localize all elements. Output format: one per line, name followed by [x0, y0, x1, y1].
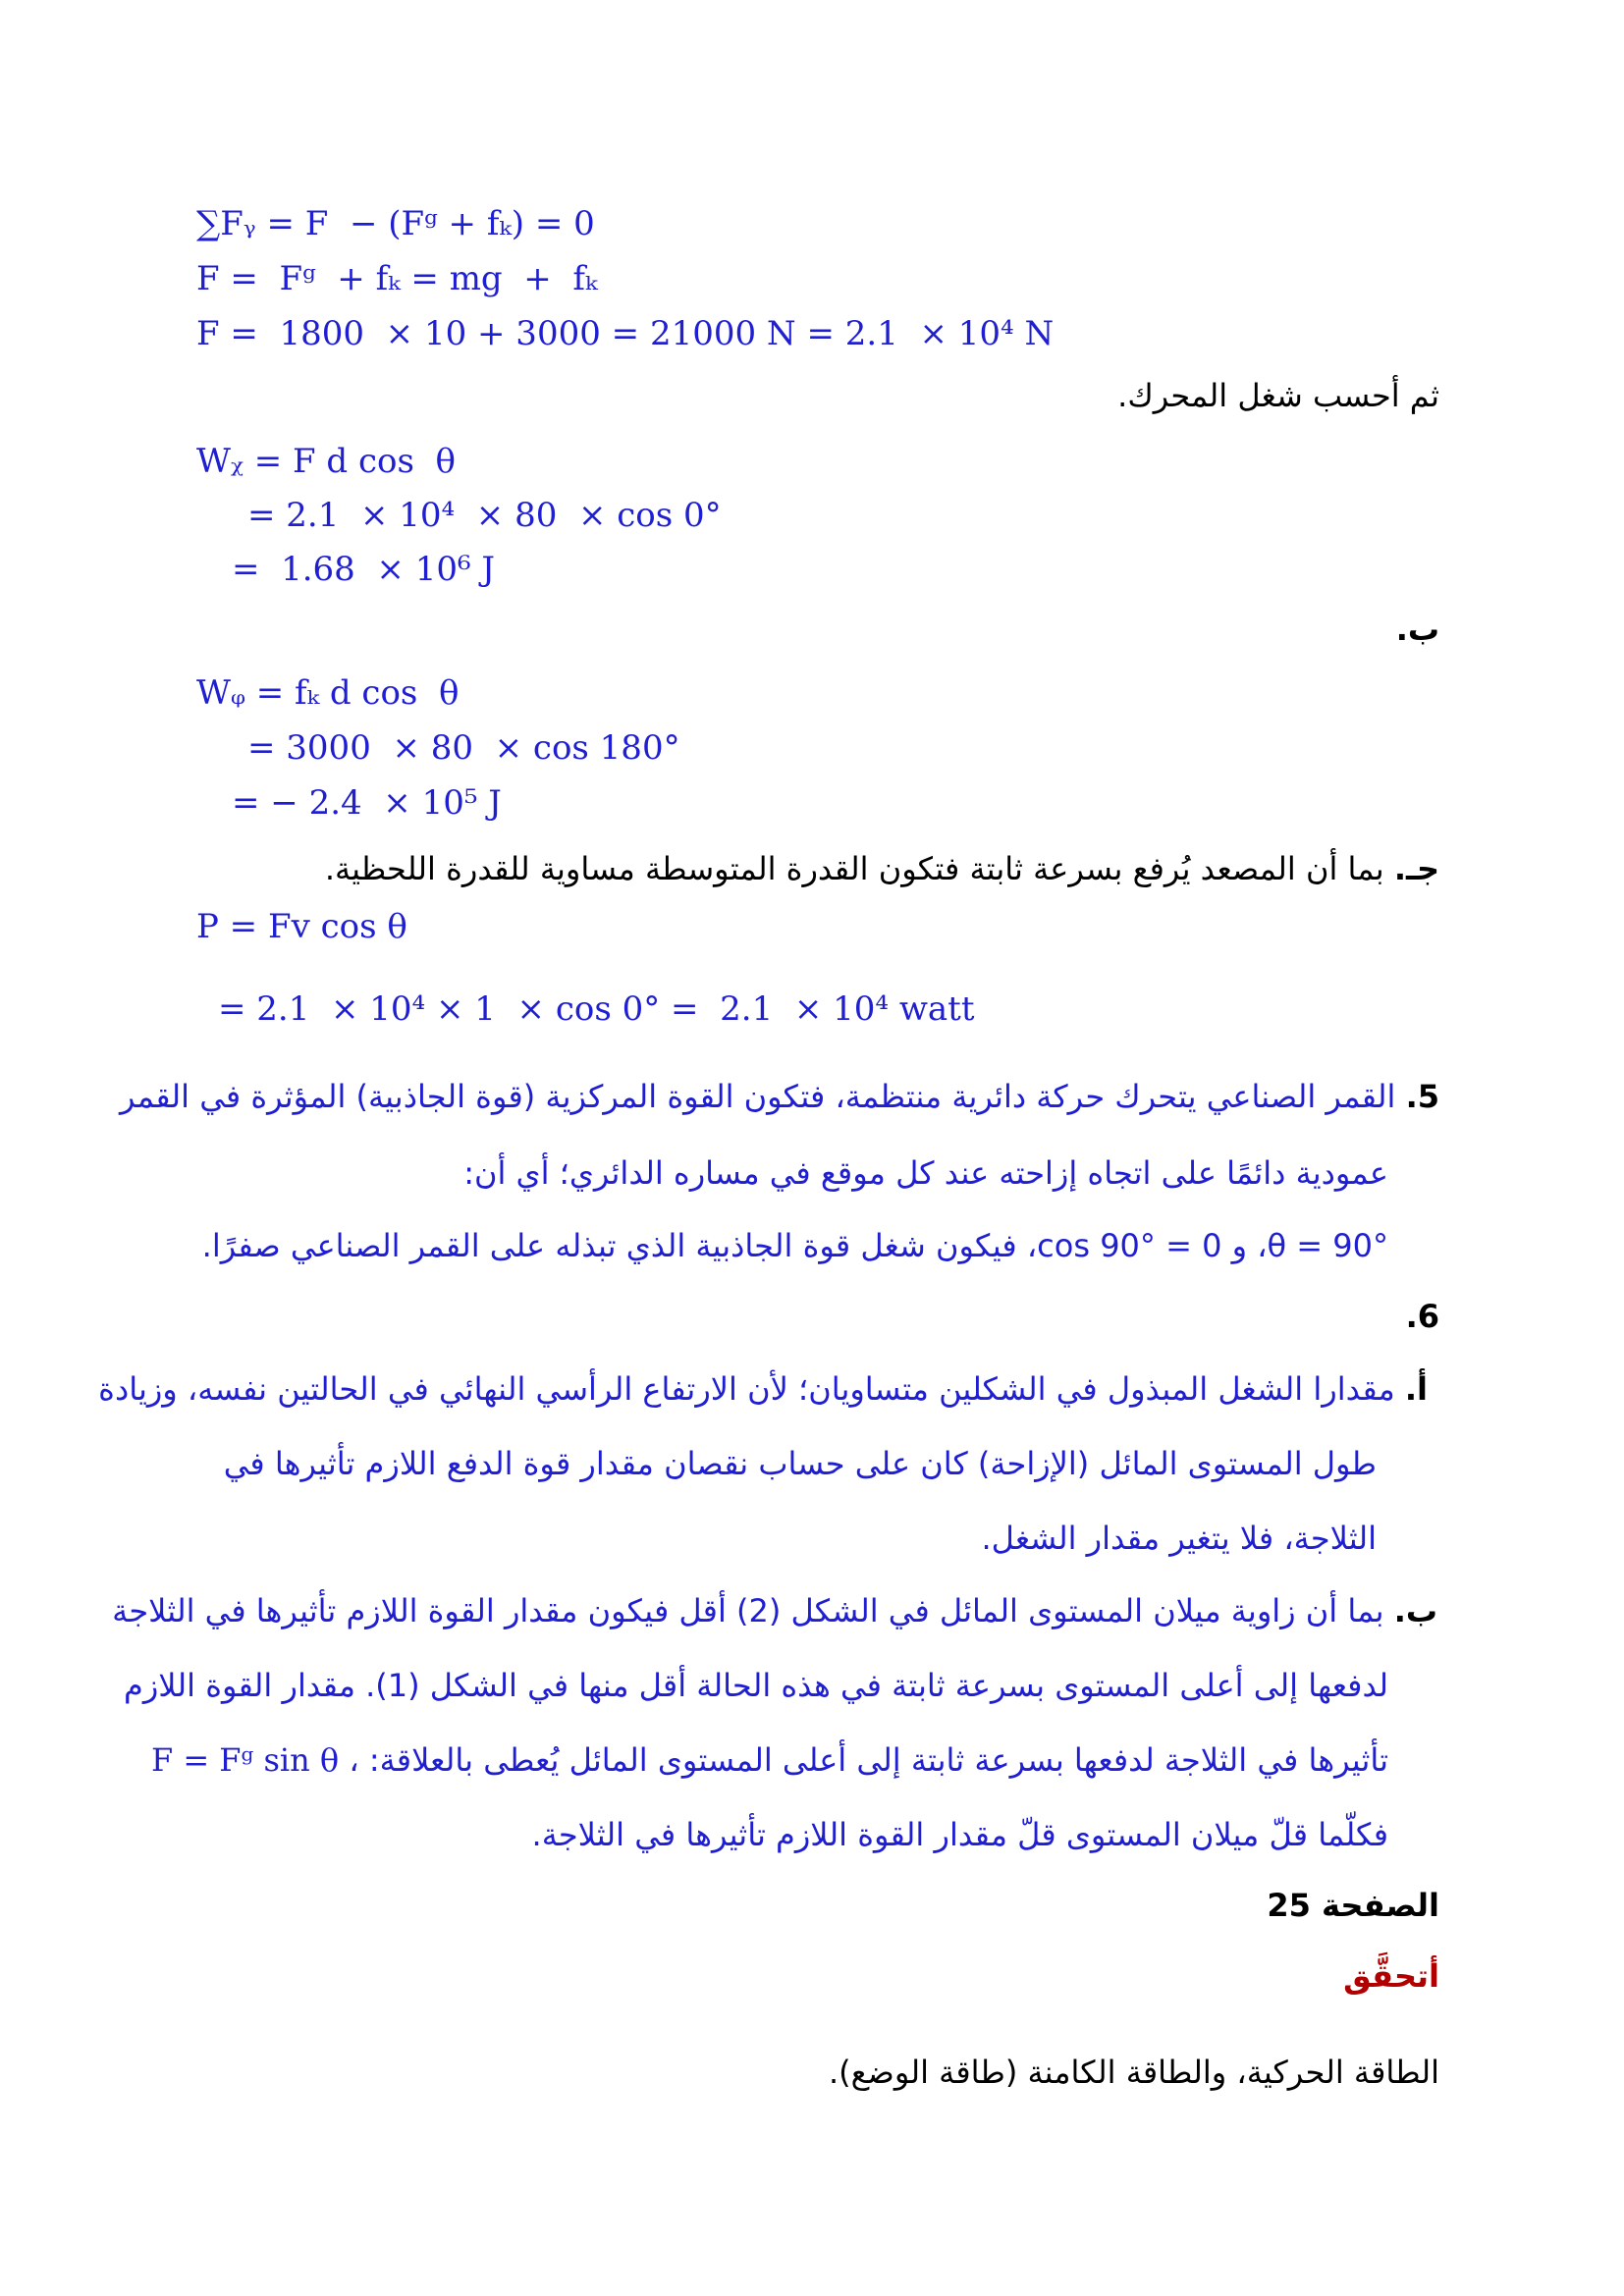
verify-heading: أتحقَّق: [1343, 1957, 1439, 1995]
equation-force-value: F = 1800 × 10 + 3000 = 21000 N = 2.1 × 10⁴ N: [196, 314, 1055, 353]
q6a-text-1: مقدارا الشغل المبذول في الشكلين متساويان؛ لأن الارتفاع الرأسي النهائي في الحالتين نفسه، وزيادة: [98, 1370, 1405, 1408]
q6b-line-2: لدفعها إلى أعلى المستوى بسرعة ثابتة في هذه الحالة أقل منها في الشكل (1). مقدار القوة اللازم: [124, 1667, 1388, 1704]
q6b-formula: F = Fᵍ sin θ ،: [150, 1741, 359, 1779]
q6b-text-3: تأثيرها في الثلاجة لدفعها بسرعة ثابتة إلى أعلى المستوى المائل يُعطى بالعلاقة:: [368, 1741, 1388, 1779]
text-then-work: ثم أحسب شغل المحرك.: [1117, 377, 1439, 414]
q6b-line-4: فكلّما قلّ ميلان المستوى قلّ مقدار القوة اللازم تأثيرها في الثلاجة.: [531, 1816, 1388, 1853]
q6b-line-3: [151, 1741, 1388, 1779]
verify-answer: الطاقة الحركية، والطاقة الكامنة (طاقة الوضع).: [828, 2054, 1439, 2091]
equation-work-friction-result: = − 2.4 × 10⁵ J: [232, 783, 502, 823]
q6b-label: ب.: [1393, 1592, 1437, 1629]
q6-number: 6.: [1405, 1298, 1439, 1335]
q6b-text-1: بما أن زاوية ميلان المستوى المائل في الشكل (2) أقل فيكون مقدار القوة اللازم تأثيرها في الثلاجة: [112, 1592, 1394, 1629]
equation-power-result: = 2.1 × 10⁴ × 1 × cos 0° = 2.1 × 10⁴ watt: [218, 989, 975, 1029]
equation-power: P = Fv cos θ: [196, 907, 407, 946]
equation-work-friction: Wᵩ = fₖ d cos θ: [196, 673, 460, 713]
equation-work-engine: Wᵪ = F d cos θ: [196, 442, 457, 481]
q6a-line-2: طول المستوى المائل (الإزاحة) كان على حساب نقصان مقدار قوة الدفع اللازم تأثيرها في: [223, 1445, 1377, 1482]
q5-line-3: θ = 90°، و cos 90° = 0، فيكون شغل قوة الجاذبية الذي تبذله على القمر الصناعي صفرًا.: [201, 1227, 1388, 1264]
text-j: [325, 850, 1439, 887]
q5-number: 5.: [1405, 1078, 1439, 1115]
q6a-line-1: [98, 1370, 1428, 1408]
equation-sum-forces: ∑Fᵧ = F − (Fᵍ + fₖ) = 0: [196, 204, 595, 243]
q6a-label: أ.: [1404, 1370, 1428, 1408]
text-j-body: بما أن المصعد يُرفع بسرعة ثابتة فتكون القدرة المتوسطة مساوية للقدرة اللحظية.: [324, 850, 1394, 887]
q5-text-1: القمر الصناعي يتحرك حركة دائرية منتظمة، فتكون القوة المركزية (قوة الجاذبية) المؤثرة في القمر: [120, 1078, 1406, 1115]
equation-work-engine-result: = 1.68 × 10⁶ J: [232, 550, 496, 589]
label-b: ب.: [1395, 611, 1439, 648]
q5-line-2: عمودية دائمًا على اتجاه إزاحته عند كل موقع في مساره الدائري؛ أي أن:: [463, 1154, 1388, 1192]
equation-work-engine-sub: = 2.1 × 10⁴ × 80 × cos 0°: [247, 496, 722, 535]
q6a-line-3: الثلاجة، فلا يتغير مقدار الشغل.: [981, 1520, 1377, 1557]
label-j: جـ.: [1393, 850, 1439, 887]
equation-work-friction-sub: = 3000 × 80 × cos 180°: [247, 728, 680, 768]
q5-line-1: [120, 1078, 1439, 1115]
page-label: الصفحة 25: [1267, 1887, 1439, 1924]
q6b-line-1: [112, 1592, 1437, 1629]
equation-force: F = Fᵍ + fₖ = mg + fₖ: [196, 259, 598, 298]
